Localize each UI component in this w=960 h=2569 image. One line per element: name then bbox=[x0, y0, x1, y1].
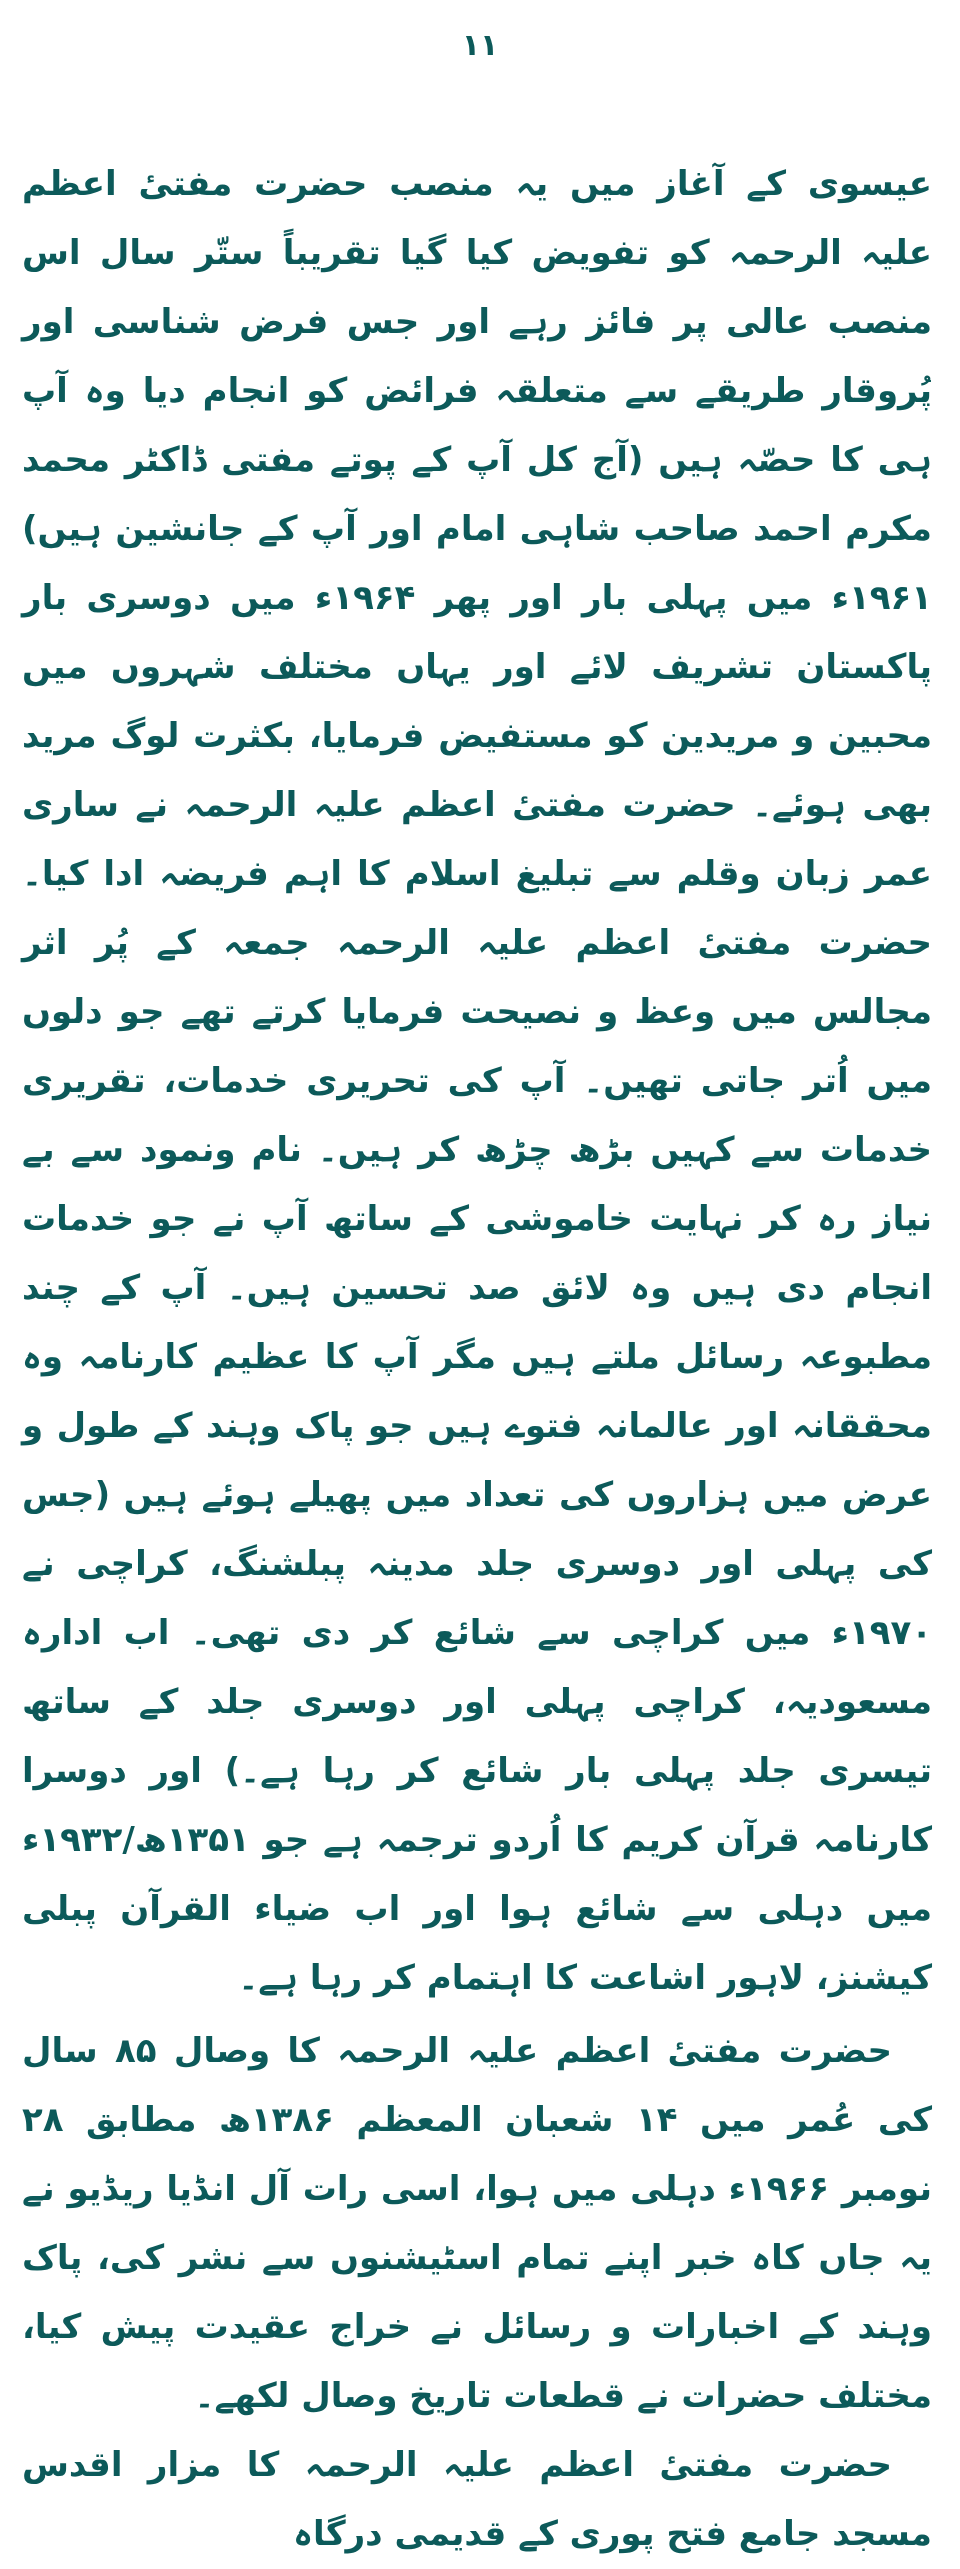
body-text bbox=[22, 150, 932, 2569]
page-number: ۱۱ bbox=[461, 28, 499, 63]
paragraph-demise: حضرت مفتیٔ اعظم علیہ الرحمہ کا وصال ۸۵ سال کی عُمر میں ۱۴ شعبان المعظم ۱۳۸۶ھ مطابق ۲۸ نومبر ۱۹۶۶ء دہلی میں ہوا، اسی رات آل انڈیا ریڈیو نے یہ جاں کاہ خبر اپنے تمام اسٹیشنوں سے نشر کی، پاک وہند کے اخبارات و رسائل نے خراج عقیدت پیش کیا، مختلف حضرات نے قطعات تاریخ وصال لکھے۔ bbox=[22, 2031, 933, 2416]
paragraph-shrine: حضرت مفتیٔ اعظم علیہ الرحمہ کا مزار اقدس مسجد جامع فتح پوری کے قدیمی درگاہ bbox=[22, 2445, 932, 2554]
paragraph-biography: عیسوی کے آغاز میں یہ منصب حضرت مفتیٔ اعظم علیہ الرحمہ کو تفویض کیا گیا تقریباً ستّر سال اس منصب عالی پر فائز رہے اور جس فرض شناسی اور پُروقار طریقے سے متعلقہ فرائض کو انجام دیا وہ آپ ہی کا حصّہ ہیں (آج کل آپ کے پوتے مفتی ڈاکٹر محمد مکرم احمد صاحب شاہی امام اور آپ کے جانشین ہیں) ۱۹۶۱ء میں پہلی بار اور پھر ۱۹۶۴ء میں دوسری بار پاکستان تشریف لائے اور یہاں مختلف شہروں میں محبین و مریدین کو مستفیض فرمایا، بکثرت لوگ مرید بھی ہوئے۔ حضرت مفتیٔ اعظم علیہ الرحمہ نے ساری عمر زبان وقلم سے تبلیغ اسلام کا اہم فریضہ ادا کیا۔ حضرت مفتیٔ اعظم علیہ الرحمہ جمعہ کے پُر اثر مجالس میں وعظ و نصیحت فرمایا کرتے تھے جو دلوں میں اُتر جاتی تھیں۔ آپ کی تحریری خدمات، تقریری خدمات سے کہیں بڑھ چڑھ کر ہیں۔ نام ونمود سے بے نیاز رہ کر نہایت خاموشی کے ساتھ آپ نے جو خدمات انجام دی ہیں وہ لائق صد تحسین ہیں۔ آپ کے چند مطبوعہ رسائل ملتے ہیں مگر آپ کا عظیم کارنامہ وہ محققانہ اور عالمانہ فتوے ہیں جو پاک وہند کے طول و عرض میں ہزاروں کی تعداد میں پھیلے ہوئے ہیں (جس کی پہلی اور دوسری جلد مدینہ پبلشنگ، کراچی نے ۱۹۷۰ء میں کراچی سے شائع کر دی تھی۔ اب ادارہ مسعودیہ، کراچی پہلی اور دوسری جلد کے ساتھ تیسری جلد پہلی بار شائع کر رہا ہے۔) اور دوسرا کارنامہ قرآن کریم کا اُردو ترجمہ ہے جو ۱۳۵۱ھ/۱۹۳۲ء میں دہلی سے شائع ہوا اور اب ضیاء القرآن پبلی کیشنز، لاہور اشاعت کا اہتمام کر رہا ہے۔ bbox=[22, 164, 933, 1998]
